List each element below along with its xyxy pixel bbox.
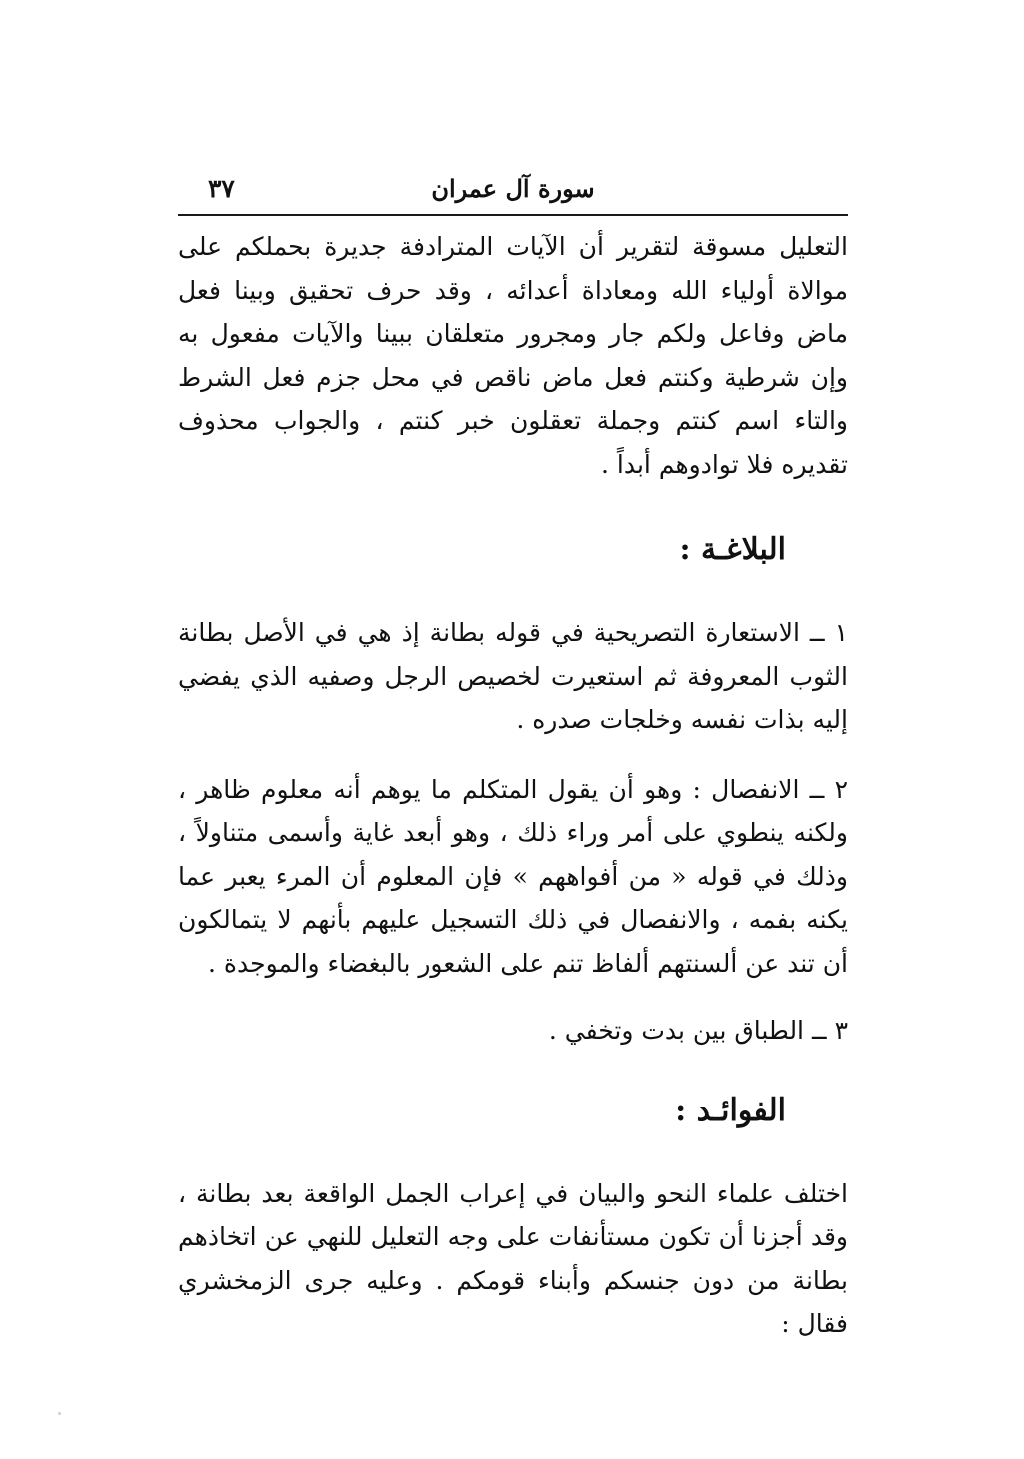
- balagha-item-3: ٣ ــ الطباق بين بدت وتخفي .: [548, 1016, 848, 1045]
- balagha-item-1: ١ ــ الاستعارة التصريحية في قوله بطانة إذ هي في الأصل بطانة الثوب المعروفة ثم استعيرت لخصيص الرجل وصفيه الذي يفضي إليه بذات نفسه وخلجات صدره .: [178, 618, 848, 734]
- page-header: [178, 156, 848, 216]
- spacer: [178, 570, 848, 611]
- intro-paragraph: التعليل مسوقة لتقرير أن الآيات المترادفة جديرة بحملكم على موالاة أولياء الله ومعاداة أعدائه ، وقد حرف تحقيق وبينا فعل ماض وفاعل ولكم جار ومجرور متعلقان ببينا والآيات مفعول به وإن شرطية وكنتم فعل ماض ناقص في محل جزم فعل الشرط والتاء اسم كنتم وجملة تعقلون خبر كنتم ، والجواب محذوف تقديره فلا توادوهم أبداً .: [178, 232, 848, 479]
- fawaid-paragraph: اختلف علماء النحو والبيان في إعراب الجمل الواقعة بعد بطانة ، وقد أجزنا أن تكون مستأنفات على وجه التعليل للنهي عن اتخاذهم بطانة من دون جنسكم وأبناء قومكم . وعليه جرى الزمخشري فقال :: [178, 1178, 848, 1338]
- spacer: [178, 1131, 848, 1172]
- section-heading-fawaid: الفوائـد :: [675, 1092, 786, 1128]
- spacer: [178, 742, 848, 768]
- running-title: سورة آل عمران: [431, 174, 595, 203]
- section-heading-balagha: البلاغـة :: [679, 532, 786, 567]
- scan-speck: [58, 1412, 61, 1415]
- page-number: ٣٧: [208, 174, 235, 203]
- book-page: [178, 156, 848, 1346]
- balagha-item-2: ٢ ــ الانفصال : وهو أن يقول المتكلم ما يوهم أنه معلوم ظاهر ، ولكنه ينطوي على أمر وراء ذلك ، وهو أبعد غاية وأسمى متناولاً ، وذلك في قوله « من أفواههم » فإن المعلوم أن المرء يعبر عما يكنه بفمه ، والانفصال في ذلك التسجيل عليهم بأنهم لا يتمالكون أن تند عن ألسنتهم ألفاظ تنم على الشعور بالبغضاء والموجدة .: [178, 774, 848, 978]
